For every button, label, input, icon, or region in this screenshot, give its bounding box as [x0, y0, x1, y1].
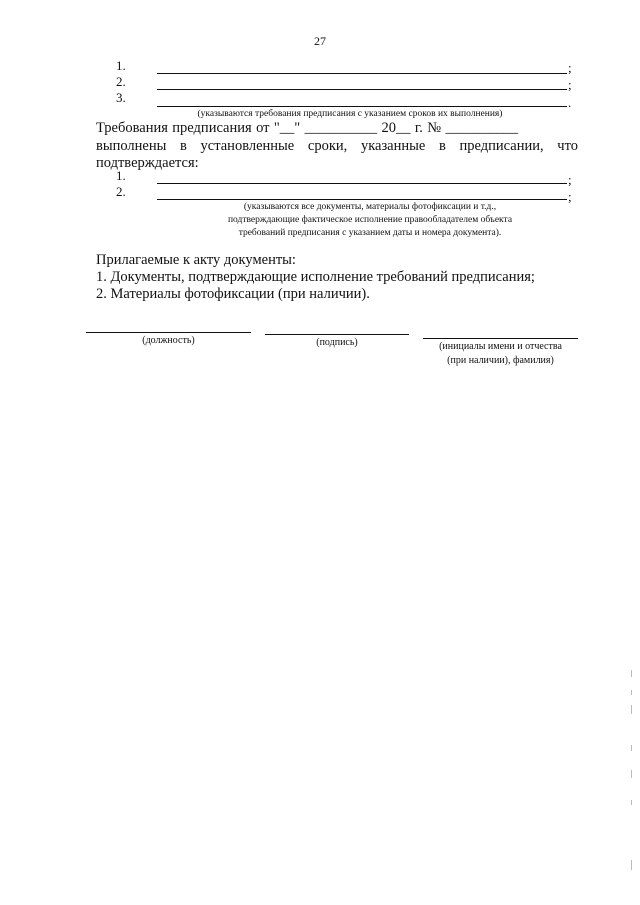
requirements-note: (указываются требования предписания с указанием сроков их выполнения): [197, 109, 503, 119]
list-item-number: 2.: [116, 74, 126, 89]
statement-word: в: [180, 138, 187, 154]
position-label: (должность): [142, 335, 195, 346]
fill-line: [157, 73, 567, 74]
evidence-note-line: (указываются все документы, материалы фотофиксации и т.д.,: [243, 202, 497, 212]
line-end-punct: ;: [568, 189, 572, 204]
date-month-blank: __________: [304, 120, 378, 136]
evidence-note-line: подтверждающие фактическое исполнение правообладателем объекта: [227, 215, 513, 225]
statement-word: в: [438, 138, 446, 154]
list-item-number: 3.: [116, 90, 126, 105]
scan-mark: [631, 860, 632, 870]
statement-word: от: [256, 120, 270, 136]
signature-label: (подпись): [316, 337, 358, 348]
name-label-2: (при наличии), фамилия): [447, 355, 554, 366]
line-end-punct: ;: [568, 172, 572, 187]
statement-word: предписании,: [459, 138, 544, 154]
date-day-blank: "__": [273, 120, 301, 136]
statement-word: установленные: [200, 138, 295, 154]
fill-line: [157, 199, 567, 200]
name-label-1: (инициалы имени и отчества: [439, 341, 562, 352]
evidence-note-line: требований предписания с указанием даты и номера документа).: [238, 228, 502, 238]
scan-mark: [631, 690, 632, 695]
statement-word: Требования: [96, 120, 168, 136]
statement-word: выполнены: [96, 138, 167, 154]
fill-line: [157, 106, 567, 107]
statement-line-1: [96, 120, 518, 137]
evidence-note: [160, 201, 580, 240]
fill-line: [157, 89, 567, 90]
statement-word: г.: [414, 120, 423, 136]
line-end-punct: ;: [568, 77, 572, 92]
statement-word: предписания: [172, 120, 252, 136]
number-sign: №: [427, 120, 442, 136]
scan-mark: [631, 705, 632, 714]
statement-word: указанные: [360, 138, 426, 154]
attachment-item: 1. Документы, подтверждающие исполнение требований предписания;: [96, 269, 535, 285]
scan-mark: [631, 670, 632, 677]
date-year-blank: 20__: [381, 120, 411, 136]
list-item-number: 1.: [116, 168, 126, 183]
list-item-number: 2.: [116, 184, 126, 199]
scan-mark: [631, 770, 632, 778]
list-item-number: 1.: [116, 58, 126, 73]
position-line: [86, 332, 251, 333]
line-end-punct: ;: [568, 60, 572, 75]
line-end-punct: .: [568, 95, 572, 110]
name-line: [423, 338, 578, 339]
signature-line: [265, 334, 409, 335]
fill-line: [157, 183, 567, 184]
attachments-heading: Прилагаемые к акту документы:: [96, 252, 296, 268]
number-blank: __________: [445, 120, 518, 136]
statement-line-2: [96, 138, 578, 155]
attachment-item: 2. Материалы фотофиксации (при наличии).: [96, 286, 370, 302]
statement-word: что: [557, 138, 578, 154]
page-number: 27: [314, 34, 326, 48]
statement-word: сроки,: [307, 138, 348, 154]
scan-mark: [631, 745, 632, 751]
statement-line-3: подтверждается:: [96, 155, 199, 171]
scan-mark: [631, 800, 632, 805]
